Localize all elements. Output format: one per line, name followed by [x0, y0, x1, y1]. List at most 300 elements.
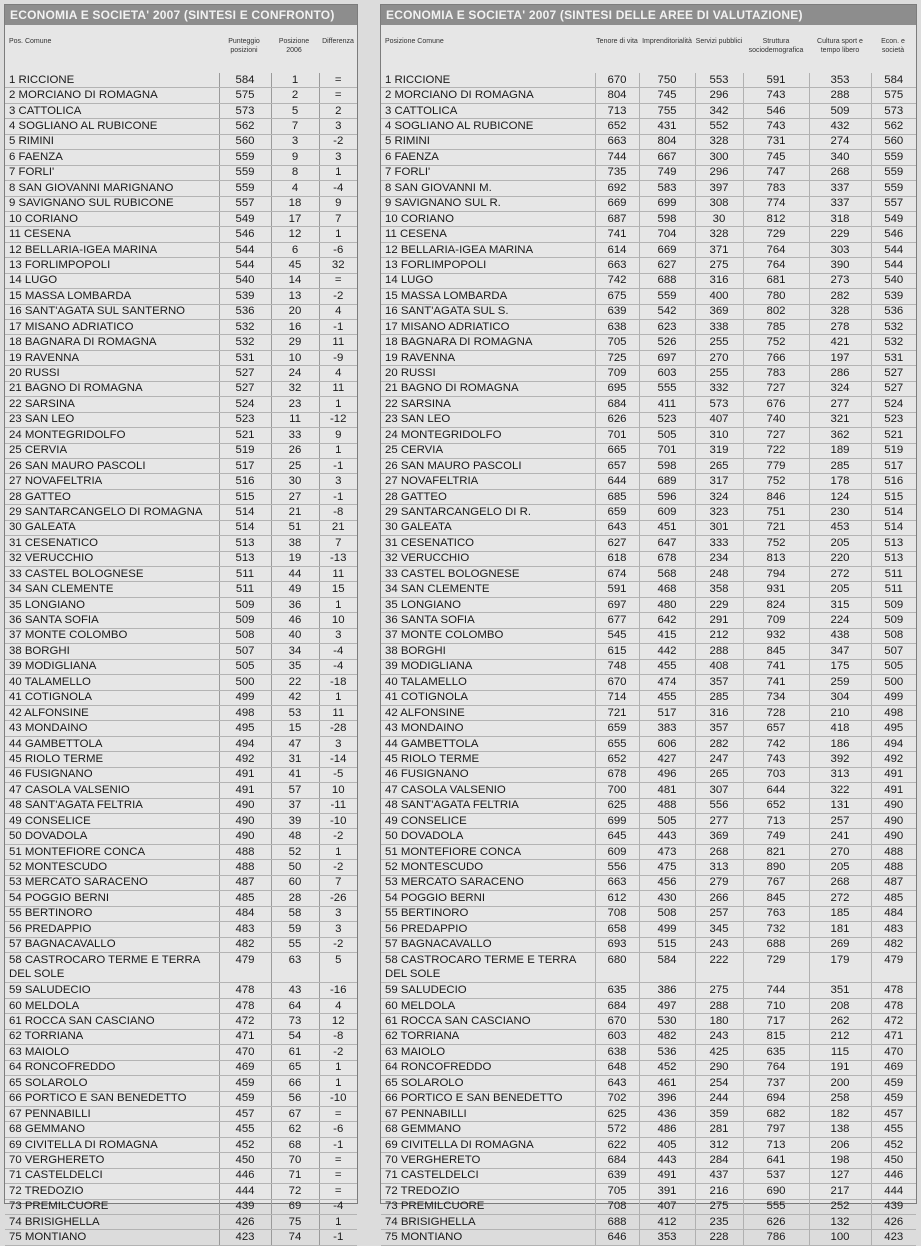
- evaluation-row: [381, 844, 916, 859]
- value-cell: 626: [743, 1215, 809, 1230]
- value-cell: 131: [809, 798, 871, 813]
- value-cell: 531: [219, 350, 271, 365]
- value-cell: 642: [639, 613, 695, 628]
- value-cell: 266: [695, 891, 743, 906]
- value-cell: 423: [219, 1230, 271, 1245]
- ranking-row: [5, 721, 357, 736]
- value-cell: 357: [695, 721, 743, 736]
- value-cell: 390: [809, 258, 871, 273]
- ranking-row: [5, 952, 357, 983]
- value-cell: 555: [639, 381, 695, 396]
- value-cell: 459: [219, 1076, 271, 1091]
- value-cell: 478: [219, 998, 271, 1013]
- value-cell: 657: [743, 721, 809, 736]
- value-cell: 56: [271, 1091, 319, 1106]
- value-cell: 598: [639, 211, 695, 226]
- value-cell: 4: [319, 366, 357, 381]
- value-cell: 469: [871, 1060, 916, 1075]
- value-cell: 644: [743, 783, 809, 798]
- value-cell: 641: [743, 1153, 809, 1168]
- value-cell: 515: [219, 489, 271, 504]
- value-cell: 752: [743, 474, 809, 489]
- value-cell: 257: [809, 814, 871, 829]
- value-cell: 626: [595, 412, 639, 427]
- value-cell: 270: [809, 844, 871, 859]
- value-cell: 523: [871, 412, 916, 427]
- value-cell: 1: [319, 165, 357, 180]
- value-cell: -28: [319, 721, 357, 736]
- value-cell: 12: [319, 1014, 357, 1029]
- value-cell: 220: [809, 551, 871, 566]
- value-cell: 291: [695, 613, 743, 628]
- value-cell: 499: [871, 690, 916, 705]
- value-cell: 8: [271, 165, 319, 180]
- value-cell: 212: [695, 628, 743, 643]
- value-cell: 9: [319, 196, 357, 211]
- value-cell: 455: [219, 1122, 271, 1137]
- value-cell: 457: [219, 1106, 271, 1121]
- ranking-row: [5, 551, 357, 566]
- value-cell: 275: [695, 983, 743, 998]
- value-cell: 468: [639, 582, 695, 597]
- value-cell: 536: [871, 304, 916, 319]
- comune-cell: 25 CERVIA: [381, 443, 595, 458]
- value-cell: 742: [595, 273, 639, 288]
- comune-cell: 73 PREMILCUORE: [5, 1199, 219, 1214]
- evaluation-areas-title: ECONOMIA E SOCIETA' 2007 (SINTESI DELLE AREE DI VALUTAZIONE): [381, 5, 916, 25]
- value-cell: -8: [319, 1029, 357, 1044]
- ranking-row: [5, 814, 357, 829]
- value-cell: 3: [319, 906, 357, 921]
- value-cell: 279: [695, 875, 743, 890]
- value-cell: 511: [871, 567, 916, 582]
- value-cell: 38: [271, 536, 319, 551]
- value-cell: 43: [271, 983, 319, 998]
- value-cell: 575: [871, 88, 916, 103]
- value-cell: 304: [809, 690, 871, 705]
- comune-cell: 4 SOGLIANO AL RUBICONE: [381, 119, 595, 134]
- value-cell: 684: [595, 998, 639, 1013]
- comune-cell: 42 ALFONSINE: [381, 705, 595, 720]
- value-cell: 3: [319, 628, 357, 643]
- comune-cell: 52 MONTESCUDO: [5, 860, 219, 875]
- value-cell: 665: [595, 443, 639, 458]
- value-cell: 338: [695, 320, 743, 335]
- comune-cell: 67 PENNABILLI: [5, 1106, 219, 1121]
- ranking-row: [5, 520, 357, 535]
- comune-cell: 18 BAGNARA DI ROMAGNA: [5, 335, 219, 350]
- value-cell: 412: [639, 1215, 695, 1230]
- value-cell: 19: [271, 551, 319, 566]
- value-cell: 1: [271, 73, 319, 88]
- ranking-row: [5, 320, 357, 335]
- value-cell: 573: [695, 397, 743, 412]
- value-cell: 45: [271, 258, 319, 273]
- value-cell: 7: [319, 875, 357, 890]
- ranking-row: [5, 1060, 357, 1075]
- value-cell: 244: [695, 1091, 743, 1106]
- value-cell: 208: [809, 998, 871, 1013]
- value-cell: 681: [743, 273, 809, 288]
- value-cell: 544: [219, 258, 271, 273]
- value-cell: 513: [219, 536, 271, 551]
- value-cell: 25: [271, 458, 319, 473]
- evaluation-row: [381, 397, 916, 412]
- ranking-row: [5, 73, 357, 88]
- value-cell: 743: [743, 119, 809, 134]
- value-cell: 734: [743, 690, 809, 705]
- value-cell: 268: [809, 875, 871, 890]
- value-cell: -4: [319, 181, 357, 196]
- value-cell: 508: [871, 628, 916, 643]
- ranking-row: [5, 474, 357, 489]
- value-cell: -4: [319, 1199, 357, 1214]
- ranking-row: [5, 289, 357, 304]
- value-cell: 603: [639, 366, 695, 381]
- evaluation-row: [381, 505, 916, 520]
- value-cell: 74: [271, 1230, 319, 1245]
- value-cell: 277: [695, 814, 743, 829]
- comune-cell: 19 RAVENNA: [381, 350, 595, 365]
- value-cell: 29: [271, 335, 319, 350]
- value-cell: -11: [319, 798, 357, 813]
- value-cell: 591: [595, 582, 639, 597]
- value-cell: 124: [809, 489, 871, 504]
- value-cell: 516: [219, 474, 271, 489]
- ranking-row: [5, 119, 357, 134]
- comune-cell: 37 MONTE COLOMBO: [5, 628, 219, 643]
- comune-cell: 49 CONSELICE: [381, 814, 595, 829]
- value-cell: 272: [809, 891, 871, 906]
- comune-cell: 9 SAVIGNANO SUL RUBICONE: [5, 196, 219, 211]
- comune-cell: 69 CIVITELLA DI ROMAGNA: [5, 1137, 219, 1152]
- value-cell: 735: [595, 165, 639, 180]
- value-cell: 494: [219, 736, 271, 751]
- comune-cell: 53 MERCATO SARACENO: [5, 875, 219, 890]
- value-cell: 472: [219, 1014, 271, 1029]
- value-cell: 584: [219, 73, 271, 88]
- value-cell: 625: [595, 1106, 639, 1121]
- comune-cell: 39 MODIGLIANA: [5, 659, 219, 674]
- comune-cell: 38 BORGHI: [381, 644, 595, 659]
- value-cell: 14: [271, 273, 319, 288]
- value-cell: 16: [271, 320, 319, 335]
- header-servizi-pubblici: Servizi pubblici: [695, 38, 743, 45]
- ranking-row: [5, 644, 357, 659]
- ranking-row: [5, 1168, 357, 1183]
- ranking-row: [5, 103, 357, 118]
- value-cell: 206: [809, 1137, 871, 1152]
- value-cell: 2: [319, 103, 357, 118]
- value-cell: 513: [871, 551, 916, 566]
- value-cell: 614: [595, 242, 639, 257]
- value-cell: 426: [871, 1215, 916, 1230]
- value-cell: 484: [871, 906, 916, 921]
- value-cell: 492: [219, 752, 271, 767]
- comune-cell: 45 RIOLO TERME: [381, 752, 595, 767]
- value-cell: 210: [809, 705, 871, 720]
- value-cell: 397: [695, 181, 743, 196]
- evaluation-row: [381, 458, 916, 473]
- ranking-row: [5, 628, 357, 643]
- value-cell: 545: [595, 628, 639, 643]
- value-cell: 568: [639, 567, 695, 582]
- value-cell: 652: [595, 119, 639, 134]
- value-cell: 783: [743, 181, 809, 196]
- value-cell: 488: [219, 844, 271, 859]
- comune-cell: 74 BRISIGHELLA: [5, 1215, 219, 1230]
- value-cell: 490: [219, 814, 271, 829]
- value-cell: 655: [595, 736, 639, 751]
- evaluation-row: [381, 289, 916, 304]
- value-cell: 540: [871, 273, 916, 288]
- comune-cell: 48 SANT'AGATA FELTRIA: [5, 798, 219, 813]
- evaluation-row: [381, 567, 916, 582]
- evaluation-row: [381, 304, 916, 319]
- ranking-row: [5, 906, 357, 921]
- value-cell: 745: [743, 150, 809, 165]
- value-cell: 527: [219, 366, 271, 381]
- value-cell: 507: [219, 644, 271, 659]
- value-cell: 455: [639, 690, 695, 705]
- value-cell: 804: [639, 134, 695, 149]
- value-cell: 472: [871, 1014, 916, 1029]
- ranking-row: [5, 582, 357, 597]
- value-cell: 890: [743, 860, 809, 875]
- ranking-row: [5, 227, 357, 242]
- value-cell: 71: [271, 1168, 319, 1183]
- value-cell: 252: [809, 1199, 871, 1214]
- value-cell: 3: [319, 736, 357, 751]
- value-cell: -10: [319, 1091, 357, 1106]
- value-cell: 557: [219, 196, 271, 211]
- value-cell: 4: [271, 181, 319, 196]
- value-cell: 273: [809, 273, 871, 288]
- value-cell: 675: [595, 289, 639, 304]
- ranking-row: [5, 181, 357, 196]
- value-cell: 744: [743, 983, 809, 998]
- comune-cell: 64 RONCOFREDDO: [381, 1060, 595, 1075]
- evaluation-row: [381, 474, 916, 489]
- value-cell: 729: [743, 227, 809, 242]
- value-cell: 481: [639, 783, 695, 798]
- value-cell: 459: [871, 1076, 916, 1091]
- comune-cell: 30 GALEATA: [5, 520, 219, 535]
- value-cell: 13: [271, 289, 319, 304]
- value-cell: 230: [809, 505, 871, 520]
- value-cell: 794: [743, 567, 809, 582]
- comune-cell: 22 SARSINA: [5, 397, 219, 412]
- value-cell: 540: [219, 273, 271, 288]
- value-cell: 742: [743, 736, 809, 751]
- value-cell: 284: [695, 1153, 743, 1168]
- value-cell: 452: [871, 1137, 916, 1152]
- value-cell: 721: [743, 520, 809, 535]
- value-cell: 694: [743, 1091, 809, 1106]
- value-cell: -10: [319, 814, 357, 829]
- value-cell: 749: [743, 829, 809, 844]
- value-cell: 27: [271, 489, 319, 504]
- value-cell: 575: [219, 88, 271, 103]
- value-cell: 797: [743, 1122, 809, 1137]
- value-cell: 36: [271, 597, 319, 612]
- value-cell: 296: [695, 165, 743, 180]
- value-cell: 72: [271, 1184, 319, 1199]
- value-cell: 802: [743, 304, 809, 319]
- value-cell: 674: [595, 567, 639, 582]
- comune-cell: 45 RIOLO TERME: [5, 752, 219, 767]
- evaluation-row: [381, 1168, 916, 1183]
- value-cell: 623: [639, 320, 695, 335]
- value-cell: 315: [809, 597, 871, 612]
- value-cell: 61: [271, 1045, 319, 1060]
- value-cell: 680: [595, 952, 639, 983]
- evaluation-row: [381, 1153, 916, 1168]
- value-cell: -13: [319, 551, 357, 566]
- value-cell: 695: [595, 381, 639, 396]
- value-cell: 319: [695, 443, 743, 458]
- value-cell: -16: [319, 983, 357, 998]
- value-cell: 57: [271, 783, 319, 798]
- value-cell: 670: [595, 675, 639, 690]
- value-cell: 845: [743, 644, 809, 659]
- evaluation-row: [381, 242, 916, 257]
- value-cell: 51: [271, 520, 319, 535]
- comune-cell: 25 CERVIA: [5, 443, 219, 458]
- value-cell: 358: [695, 582, 743, 597]
- value-cell: 200: [809, 1076, 871, 1091]
- comune-cell: 47 CASOLA VALSENIO: [5, 783, 219, 798]
- evaluation-row: [381, 181, 916, 196]
- value-cell: 815: [743, 1029, 809, 1044]
- value-cell: 58: [271, 906, 319, 921]
- comune-cell: 36 SANTA SOFIA: [5, 613, 219, 628]
- value-cell: 786: [743, 1230, 809, 1245]
- value-cell: 544: [871, 258, 916, 273]
- evaluation-row: [381, 998, 916, 1013]
- value-cell: 689: [639, 474, 695, 489]
- value-cell: 457: [871, 1106, 916, 1121]
- comune-cell: 46 FUSIGNANO: [381, 767, 595, 782]
- value-cell: 480: [639, 597, 695, 612]
- value-cell: 452: [219, 1137, 271, 1152]
- evaluation-row: [381, 88, 916, 103]
- value-cell: 30: [695, 211, 743, 226]
- comune-cell: 5 RIMINI: [381, 134, 595, 149]
- value-cell: 583: [639, 181, 695, 196]
- comune-cell: 14 LUGO: [5, 273, 219, 288]
- value-cell: 750: [639, 73, 695, 88]
- value-cell: 514: [219, 505, 271, 520]
- value-cell: 709: [743, 613, 809, 628]
- value-cell: 423: [871, 1230, 916, 1245]
- comune-cell: 59 SALUDECIO: [5, 983, 219, 998]
- value-cell: 517: [639, 705, 695, 720]
- comune-cell: 50 DOVADOLA: [5, 829, 219, 844]
- value-cell: 3: [319, 150, 357, 165]
- value-cell: -1: [319, 489, 357, 504]
- value-cell: 7: [319, 536, 357, 551]
- ranking-row: [5, 783, 357, 798]
- value-cell: 722: [743, 443, 809, 458]
- value-cell: 32: [271, 381, 319, 396]
- value-cell: 303: [809, 242, 871, 257]
- value-cell: 4: [319, 998, 357, 1013]
- value-cell: 127: [809, 1168, 871, 1183]
- value-cell: 353: [809, 73, 871, 88]
- value-cell: 3: [319, 119, 357, 134]
- value-cell: 676: [743, 397, 809, 412]
- comune-cell: 1 RICCIONE: [5, 73, 219, 88]
- evaluation-row: [381, 165, 916, 180]
- value-cell: 322: [809, 783, 871, 798]
- value-cell: =: [319, 273, 357, 288]
- value-cell: 537: [743, 1168, 809, 1183]
- value-cell: 11: [319, 381, 357, 396]
- ranking-row: [5, 829, 357, 844]
- value-cell: 479: [219, 952, 271, 983]
- evaluation-row: [381, 551, 916, 566]
- value-cell: 444: [219, 1184, 271, 1199]
- comune-cell: 17 MISANO ADRIATICO: [381, 320, 595, 335]
- comune-cell: 5 RIMINI: [5, 134, 219, 149]
- value-cell: 15: [319, 582, 357, 597]
- value-cell: 212: [809, 1029, 871, 1044]
- comune-cell: 3 CATTOLICA: [5, 103, 219, 118]
- ranking-row: [5, 134, 357, 149]
- comune-cell: 66 PORTICO E SAN BENEDETTO: [381, 1091, 595, 1106]
- value-cell: 421: [809, 335, 871, 350]
- value-cell: 33: [271, 428, 319, 443]
- ranking-row: [5, 1184, 357, 1199]
- comune-cell: 12 BELLARIA-IGEA MARINA: [5, 242, 219, 257]
- value-cell: 646: [595, 1230, 639, 1245]
- comune-cell: 44 GAMBETTOLA: [5, 736, 219, 751]
- value-cell: 17: [271, 211, 319, 226]
- value-cell: 205: [809, 860, 871, 875]
- value-cell: 491: [871, 783, 916, 798]
- evaluation-row: [381, 428, 916, 443]
- value-cell: 530: [639, 1014, 695, 1029]
- value-cell: 490: [871, 829, 916, 844]
- value-cell: 486: [639, 1122, 695, 1137]
- value-cell: 288: [809, 88, 871, 103]
- comune-cell: 34 SAN CLEMENTE: [5, 582, 219, 597]
- value-cell: 69: [271, 1199, 319, 1214]
- value-cell: 1: [319, 844, 357, 859]
- value-cell: 509: [809, 103, 871, 118]
- value-cell: 764: [743, 242, 809, 257]
- value-cell: 235: [695, 1215, 743, 1230]
- evaluation-row: [381, 767, 916, 782]
- value-cell: 705: [595, 1184, 639, 1199]
- value-cell: 456: [639, 875, 695, 890]
- value-cell: 618: [595, 551, 639, 566]
- value-cell: 323: [695, 505, 743, 520]
- value-cell: 491: [219, 783, 271, 798]
- value-cell: 490: [871, 798, 916, 813]
- value-cell: 737: [743, 1076, 809, 1091]
- value-cell: 532: [219, 335, 271, 350]
- value-cell: -1: [319, 1230, 357, 1245]
- comune-cell: 51 MONTEFIORE CONCA: [381, 844, 595, 859]
- evaluation-row: [381, 1230, 916, 1245]
- value-cell: 383: [639, 721, 695, 736]
- header-punteggio: Punteggio posizioni: [228, 38, 260, 54]
- value-cell: 1: [319, 1076, 357, 1091]
- comune-cell: 51 MONTEFIORE CONCA: [5, 844, 219, 859]
- value-cell: 555: [743, 1199, 809, 1214]
